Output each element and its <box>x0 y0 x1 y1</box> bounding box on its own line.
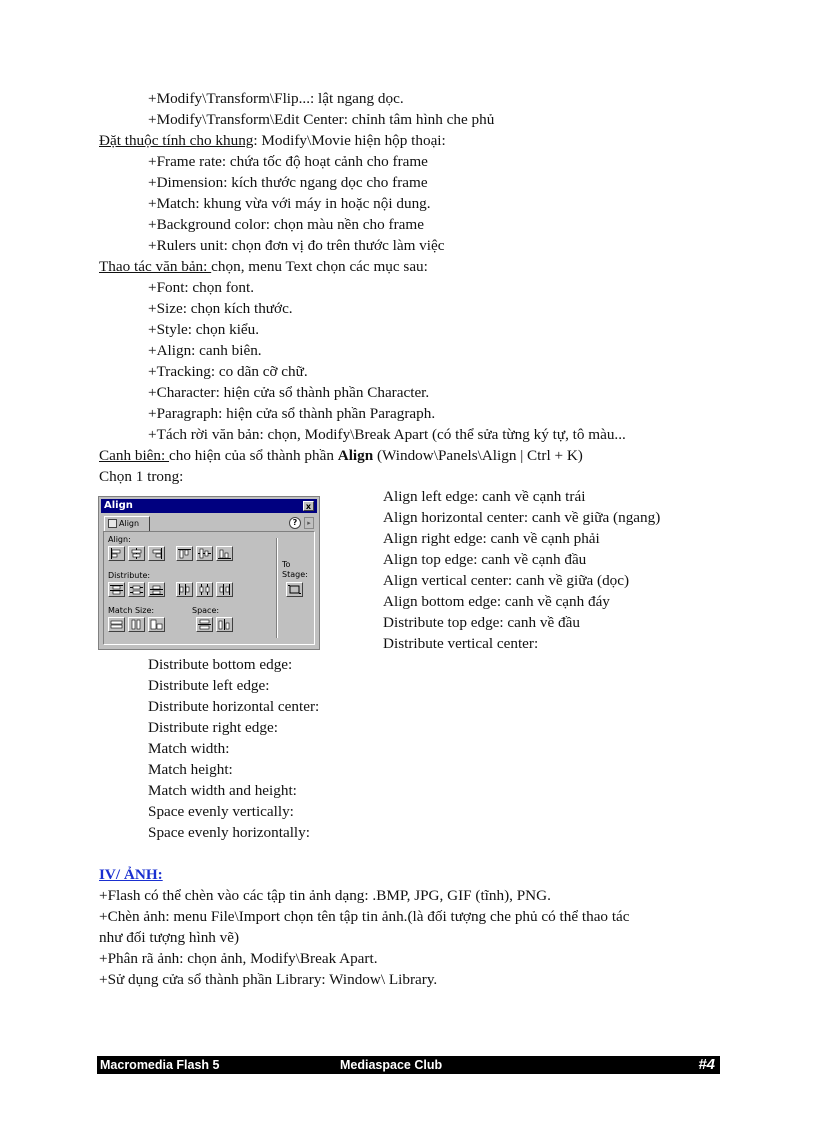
distribute-left-icon <box>176 582 193 597</box>
match-width-height-icon <box>148 617 165 632</box>
panel-titlebar <box>101 499 317 513</box>
text-line: như đối tượng hình vẽ) <box>99 929 240 946</box>
align-tab-icon <box>108 519 117 528</box>
align-panel-image <box>98 496 320 650</box>
text-ops-line <box>99 256 428 277</box>
list-item: Align vertical center: canh về giữa (dọc) <box>383 572 630 589</box>
align-horizontal-center-icon <box>128 546 145 561</box>
list-item: +Dimension: kích thước ngang dọc cho frame <box>148 174 428 191</box>
footer-center: Mediaspace Club <box>340 1058 443 1072</box>
list-item: Distribute horizontal center: <box>148 698 320 715</box>
distribute-label: Distribute: <box>108 571 151 580</box>
align-section-rest-a: cho hiện của sổ thành phần <box>169 447 338 464</box>
list-item: +Size: chọn kích thước. <box>148 300 293 317</box>
list-item: +Font: chọn font. <box>148 279 255 296</box>
list-item: Match width and height: <box>148 782 297 799</box>
close-icon: x <box>303 501 314 511</box>
panel-tab-label: Align <box>119 519 140 528</box>
frame-props-line <box>99 130 446 151</box>
list-item: Distribute right edge: <box>148 719 278 736</box>
align-left-icon <box>108 546 125 561</box>
to-label: To <box>282 560 291 569</box>
help-icon: ? <box>289 517 301 529</box>
list-item: Distribute left edge: <box>148 677 270 694</box>
list-item: Match height: <box>148 761 233 778</box>
list-item: +Frame rate: chứa tốc độ hoạt cảnh cho frame <box>148 153 428 170</box>
list-item: +Align: canh biên. <box>148 342 262 359</box>
list-item: +Style: chọn kiểu. <box>148 321 260 338</box>
align-vertical-center-icon <box>196 546 213 561</box>
arrow-right-icon: ▸ <box>304 517 314 529</box>
distribute-vertical-center-icon <box>128 582 145 597</box>
distribute-bottom-icon <box>148 582 165 597</box>
distribute-top-icon <box>108 582 125 597</box>
list-item: +Tách rời văn bản: chọn, Modify\Break Apart (có thể sửa từng ký tự, tô màu... <box>148 426 626 443</box>
align-section-bold: Align <box>337 447 374 464</box>
space-label: Space: <box>192 606 220 615</box>
footer-left: Macromedia Flash 5 <box>100 1058 220 1072</box>
align-section-rest-b: (Window\Panels\Align | Ctrl + K) <box>373 447 583 464</box>
choose-line: Chọn 1 trong: <box>99 468 184 485</box>
list-item: Distribute bottom edge: <box>148 656 293 673</box>
panel-body <box>103 531 315 645</box>
match-size-label: Match Size: <box>108 606 155 615</box>
align-bottom-icon <box>216 546 233 561</box>
align-section-line <box>99 445 583 466</box>
list-item: Match width: <box>148 740 230 757</box>
panel-divider <box>276 538 278 638</box>
list-item: Align top edge: canh về cạnh đầu <box>383 551 587 568</box>
text-line: +Sử dụng cửa sổ thành phần Library: Window\ Library. <box>99 971 438 988</box>
list-item: Space evenly vertically: <box>148 803 294 820</box>
page-number: #4 <box>698 1056 715 1073</box>
list-item: +Rulers unit: chọn đơn vị đo trên thước làm việc <box>148 237 445 254</box>
text-line: +Phân rã ảnh: chọn ảnh, Modify\Break Apart. <box>99 950 378 967</box>
frame-props-rest: : Modify\Movie hiện hộp thoại: <box>253 132 446 149</box>
list-item: +Character: hiện cửa sổ thành phần Character. <box>148 384 430 401</box>
stage-label: Stage: <box>282 570 308 579</box>
align-section-heading: Canh biên: <box>99 447 170 464</box>
list-item: Align left edge: canh về cạnh trái <box>383 488 586 505</box>
text-line: +Modify\Transform\Edit Center: chỉnh tâm hình che phủ <box>148 111 495 128</box>
text-line: +Modify\Transform\Flip...: lật ngang dọc. <box>148 90 404 107</box>
list-item: +Tracking: co dãn cỡ chữ. <box>148 363 308 380</box>
list-item: Distribute top edge: canh về đầu <box>383 614 580 631</box>
list-item: Distribute vertical center: <box>383 635 539 652</box>
align-right-icon <box>148 546 165 561</box>
align-top-icon <box>176 546 193 561</box>
panel-tab <box>104 516 150 531</box>
space-vertically-icon <box>196 617 213 632</box>
to-stage-icon <box>286 582 303 597</box>
text-line: +Chèn ảnh: menu File\Import chọn tên tập tin ảnh.(là đối tượng che phủ có thể thao tác <box>99 908 630 925</box>
list-item: +Match: khung vừa với máy in hoặc nội dung. <box>148 195 431 212</box>
match-width-icon <box>108 617 125 632</box>
text-ops-rest: chọn, menu Text chọn các mục sau: <box>211 258 428 275</box>
list-item: Align horizontal center: canh về giữa (ngang) <box>383 509 661 526</box>
section-heading: IV/ ẢNH: <box>99 866 163 883</box>
list-item: +Background color: chọn màu nền cho frame <box>148 216 424 233</box>
list-item: Align bottom edge: canh về cạnh đáy <box>383 593 610 610</box>
text-line: +Flash có thể chèn vào các tập tin ảnh dạng: .BMP, JPG, GIF (tĩnh), PNG. <box>99 887 551 904</box>
distribute-right-icon <box>216 582 233 597</box>
align-label: Align: <box>108 535 131 544</box>
list-item: +Paragraph: hiện cửa sổ thành phần Paragraph. <box>148 405 436 422</box>
list-item: Align right edge: canh về cạnh phải <box>383 530 600 547</box>
page-footer <box>97 1056 720 1074</box>
match-height-icon <box>128 617 145 632</box>
frame-props-heading: Đặt thuộc tính cho khung <box>99 132 254 149</box>
panel-title: Align <box>104 500 133 511</box>
distribute-horizontal-center-icon <box>196 582 213 597</box>
text-ops-heading: Thao tác văn bản: <box>99 258 212 275</box>
list-item: Space evenly horizontally: <box>148 824 310 841</box>
space-horizontally-icon <box>216 617 233 632</box>
